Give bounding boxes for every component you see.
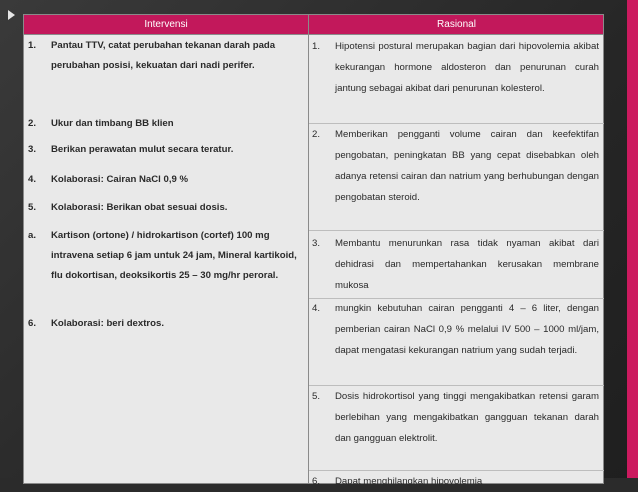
header-rasional: Rasional: [437, 19, 476, 30]
item-number: 4.: [28, 174, 37, 185]
item-text: Berikan perawatan mulut secara teratur.: [51, 144, 234, 155]
item-text: Hipotensi postural merupakan bagian dari hipovolemia akibat kekurangan hormone aldosteron dan penurunan curah jantung sebagai akibat dari penurunan kolesterol.: [335, 41, 599, 94]
item-text: Dosis hidrokortisol yang tinggi mengakibatkan retensi garam berlebihan yang mengakibatkan gangguan tekanan darah dan gangguan elektrolit.: [335, 391, 599, 444]
item-text: Ukur dan timbang BB klien: [51, 118, 174, 129]
bullet-arrow-icon: [8, 10, 15, 20]
item-text: Kolaborasi: Berikan obat sesuai dosis.: [51, 202, 228, 213]
item-number: 1.: [28, 40, 37, 51]
item-text: Memberikan pengganti volume cairan dan keefektifan pengobatan, peningkatan BB yang cepat disebabkan oleh adanya retensi cairan dan natrium yang berhubungan dengan pengobatan steroid.: [335, 129, 599, 203]
item-number: 6.: [312, 476, 321, 487]
item-number: 5.: [28, 202, 37, 213]
item-number: a.: [28, 230, 37, 241]
care-plan-table: [23, 14, 604, 487]
item-text: Kolaborasi: Cairan NaCl 0,9 %: [51, 174, 189, 185]
item-text: Kolaborasi: beri dextros.: [51, 318, 165, 329]
item-text: Pantau TTV, catat perubahan tekanan darah pada perubahan posisi, kekuatan dari nadi perifer.: [51, 40, 276, 71]
item-number: 3.: [28, 144, 37, 155]
row-separator: [309, 230, 604, 231]
item-number: 1.: [312, 41, 321, 52]
column-divider: [308, 15, 309, 483]
item-text: Membantu menurunkan rasa tidak nyaman akibat dari dehidrasi dan mempertahankan kerusakan membrane mukosa: [335, 238, 599, 291]
table-header-row: [24, 15, 603, 35]
item-number: 6.: [28, 318, 37, 329]
item-text: Kartison (ortone) / hidrokartison (cortef) 100 mg intravena setiap 6 jam untuk 24 jam, Mineral kartikoid, flu dokortisan, deoksikortis 25 – 30 mg/hr peroral.: [51, 230, 297, 281]
item-number: 5.: [312, 391, 321, 402]
item-number: 2.: [312, 129, 321, 140]
accent-sidebar: [627, 0, 638, 478]
item-text: mungkin kebutuhan cairan pengganti 4 – 6 liter, dengan pemberian cairan NaCl 0,9 % melalui IV 500 – 1000 ml/jam, dapat mengatasi kekurangan natrium yang sudah terjadi.: [335, 303, 599, 356]
item-number: 3.: [312, 238, 321, 249]
item-number: 4.: [312, 303, 321, 314]
item-text: Dapat menghilangkan hipovolemia: [335, 476, 483, 487]
item-number: 2.: [28, 118, 37, 129]
header-intervensi: Intervensi: [144, 19, 188, 30]
